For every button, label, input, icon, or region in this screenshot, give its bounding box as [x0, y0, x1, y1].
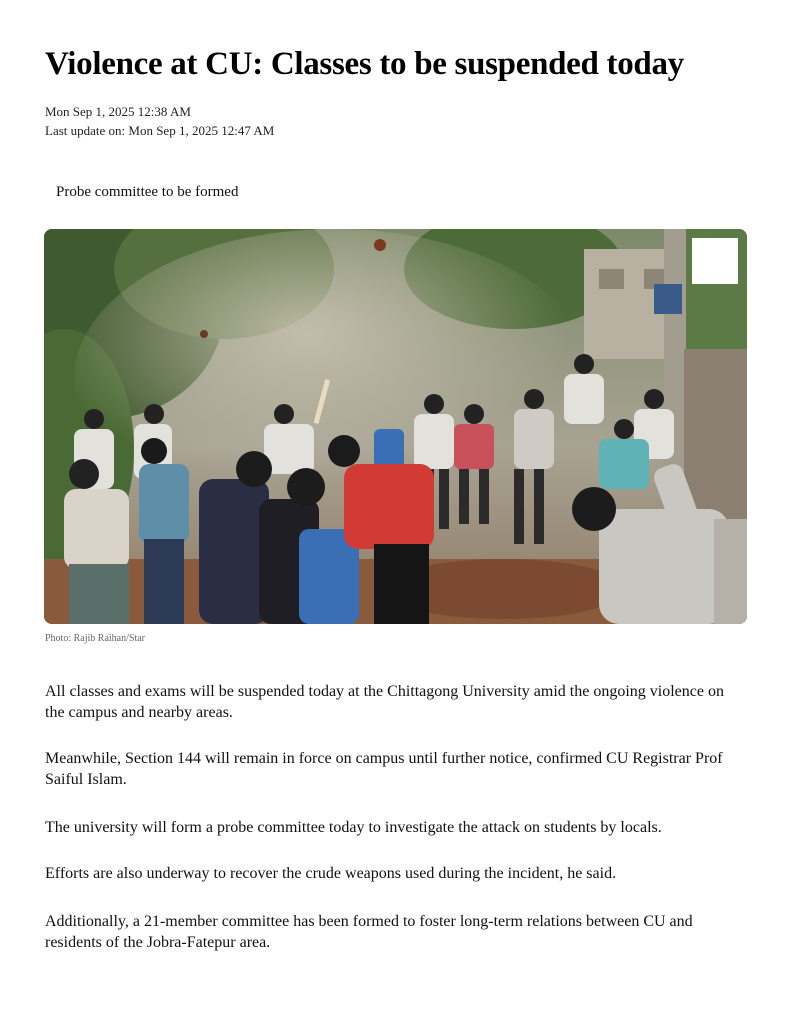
article-paragraph: Meanwhile, Section 144 will remain in force on campus until further notice, confirmed CU Registrar Prof Saiful Islam.: [45, 750, 723, 788]
article-subtitle: Probe committee to be formed: [56, 184, 239, 200]
crowd-clash-photo: [44, 229, 747, 624]
article-paragraph: Additionally, a 21-member committee has been formed to foster long-term relations between CU and residents of the Jobra-Fatepur area.: [45, 913, 693, 951]
article-paragraph: All classes and exams will be suspended today at the Chittagong University amid the ongoing violence on the campus and nearby areas.: [45, 683, 724, 721]
article-headline: Violence at CU: Classes to be suspended today: [45, 46, 684, 82]
last-update-date: Last update on: Mon Sep 1, 2025 12:47 AM: [45, 123, 275, 138]
article-photo: [44, 229, 747, 624]
article-paragraph: Efforts are also underway to recover the crude weapons used during the incident, he said.: [45, 865, 617, 882]
published-date: Mon Sep 1, 2025 12:38 AM: [45, 104, 191, 119]
article-paragraph: The university will form a probe committee today to investigate the attack on students by locals.: [45, 819, 662, 836]
photo-credit: Photo: Rajib Raihan/Star: [45, 633, 145, 644]
